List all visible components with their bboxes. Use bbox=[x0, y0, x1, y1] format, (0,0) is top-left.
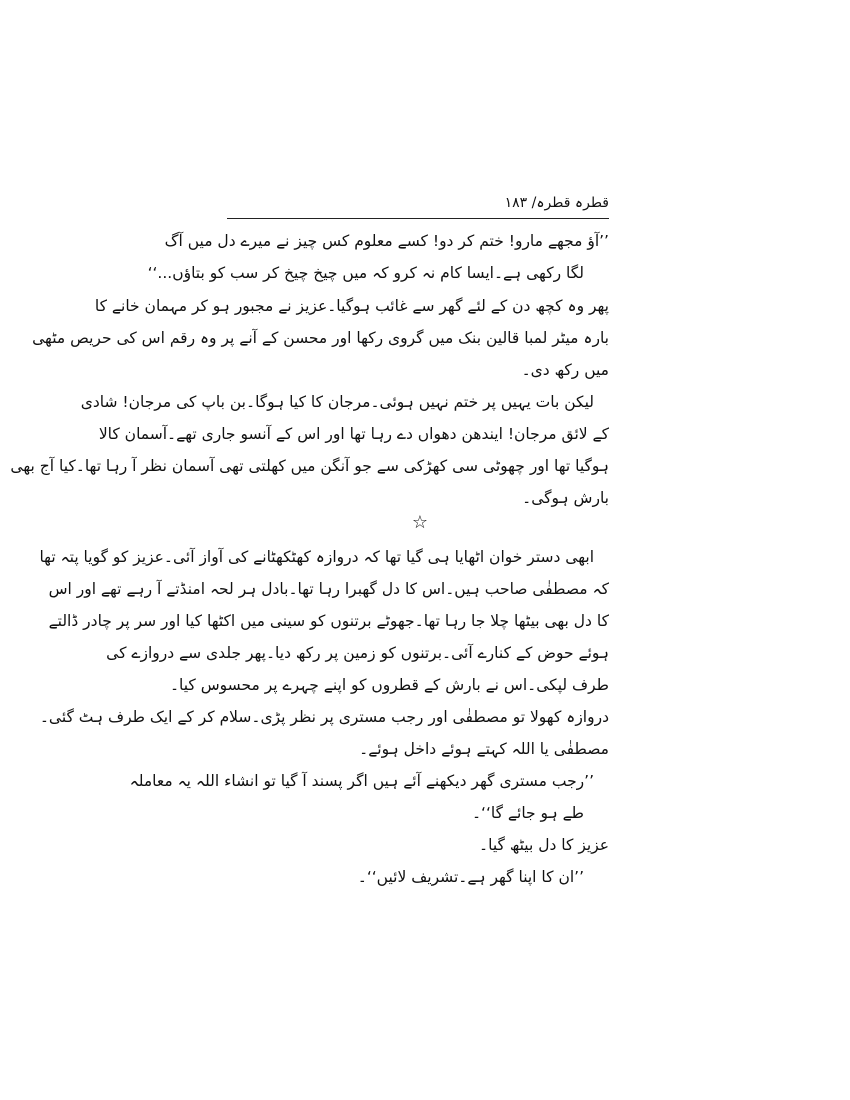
text-line: بارش ہوگی۔ bbox=[522, 489, 609, 507]
text-line: لیکن بات یہیں پر ختم نہیں ہوئی۔مرجان کا کیا ہوگا۔بن باپ کی مرجان! شادی bbox=[80, 393, 594, 411]
text-line: دروازہ کھولا تو مصطفٰی اور رجب مستری پر نظر پڑی۔سلام کر کے ایک طرف ہٹ گئی۔ bbox=[39, 708, 609, 726]
text-line: ’’ان کا اپنا گھر ہے۔تشریف لائیں‘‘۔ bbox=[357, 868, 584, 886]
text-line: کا دل بھی بیٹھا چلا جا رہا تھا۔جھوٹے برتنوں کو سینی میں اکٹھا کیا اور سر پر چادر ڈالتے bbox=[48, 612, 609, 630]
running-header: قطرہ قطرہ/ ۱۸۳ bbox=[504, 195, 609, 211]
text-line: ابھی دستر خوان اٹھایا ہی گیا تھا کہ دروازہ کھٹکھٹانے کی آواز آئی۔عزیز کو گویا پتہ تھا bbox=[39, 548, 594, 566]
text-line: پھر وہ کچھ دن کے لئے گھر سے غائب ہوگیا۔عزیز نے مجبور ہو کر مہمان خانے کا bbox=[94, 297, 609, 315]
text-line: ہوئے حوض کے کنارے آئی۔برتنوں کو زمین پر رکھ دیا۔پھر جلدی سے دروازے کی bbox=[106, 644, 609, 662]
text-line: طرف لپکی۔اس نے بارش کے قطروں کو اپنے چہرے پر محسوس کیا۔ bbox=[169, 676, 609, 694]
text-line: کہ مصطفٰی صاحب ہیں۔اس کا دل گھبرا رہا تھا۔بادل ہر لحہ امنڈتے آ رہے تھے اور اس bbox=[48, 580, 609, 598]
text-line: عزیز کا دل بیٹھ گیا۔ bbox=[479, 836, 609, 854]
section-divider-star: ☆ bbox=[411, 512, 429, 533]
text-line: بارہ میٹر لمبا قالین بنک میں گروی رکھا اور محسن کے آنے پر وہ رقم اس کی حریص مٹھی bbox=[32, 329, 609, 347]
header-rule bbox=[227, 218, 609, 219]
text-line: ’’رجب مستری گھر دیکھنے آئے ہیں اگر پسند آ گیا تو انشاء اللہ یہ معاملہ bbox=[129, 772, 594, 790]
text-line: ’’آؤ مجھے مارو! ختم کر دو! کسے معلوم کس چیز نے میرے دل میں آگ bbox=[164, 232, 609, 250]
text-line: مصطفٰی یا اللہ کہتے ہوئے داخل ہوئے۔ bbox=[359, 740, 609, 758]
text-line: طے ہو جائے گا‘‘۔ bbox=[471, 804, 584, 822]
text-line: میں رکھ دی۔ bbox=[521, 361, 609, 379]
text-line: ہوگیا تھا اور چھوٹی سی کھڑکی سے جو آنگن میں کھلتی تھی آسمان نظر آ رہا تھا۔کیا آج بھی bbox=[10, 457, 609, 475]
text-line: کے لائق مرجان! ایندھن دھواں دے رہا تھا اور اس کے آنسو جاری تھے۔آسمان کالا bbox=[98, 425, 609, 443]
text-line: لگا رکھی ہے۔ایسا کام نہ کرو کہ میں چیخ چیخ کر سب کو بتاؤں...‘‘ bbox=[147, 264, 584, 282]
